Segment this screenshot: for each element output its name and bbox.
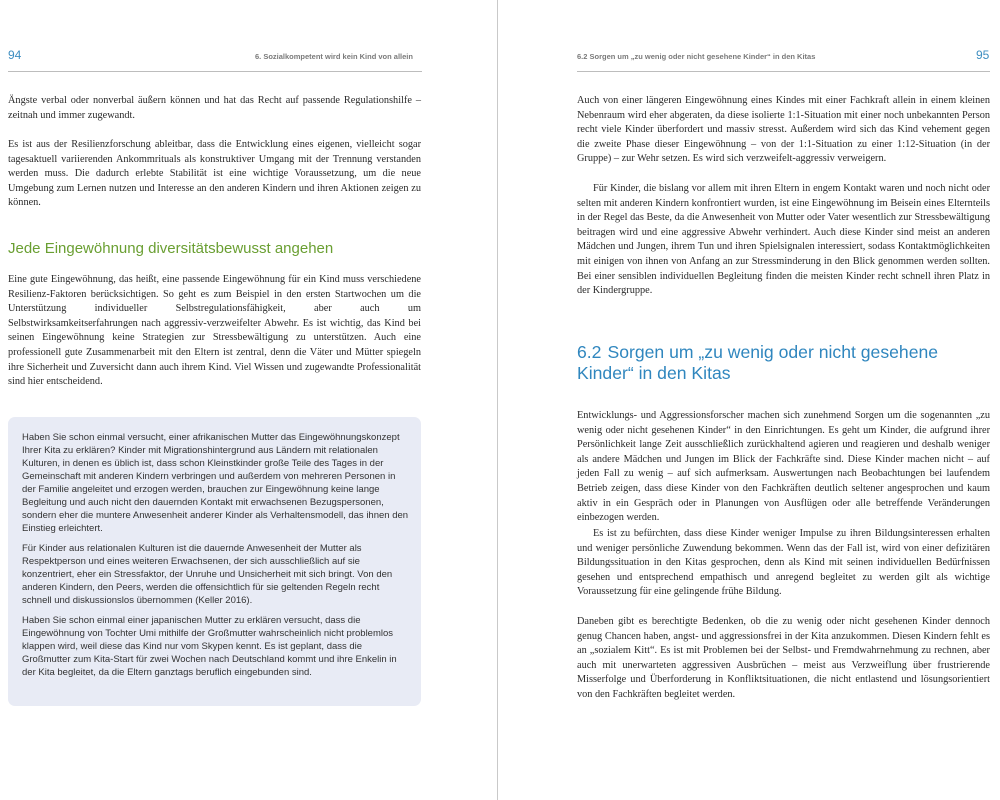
left-page: [0, 0, 496, 800]
right-header-title: 6.2 Sorgen um „zu wenig oder nicht gesehene Kinder“ in den Kitas: [577, 52, 816, 61]
section-number: 6.2: [577, 342, 602, 362]
right-section-paragraph-3: Daneben gibt es berechtigte Bedenken, ob die zu wenig oder nicht gesehenen Kinder dennoch genug Chancen haben, angst- und aggressionsfrei in der Kita anzukommen. Diesen Kindern fehlt es an „sozialem Kitt“. Es ist mit Problemen bei der Selbst- und Fremdwahrnehmung zu rechnen, aber auch mit unerwarteten aggressiven Ausbrüchen – meist aus Verzweiflung über frustrierende Misserfolge und Überforderung in Konfliktsituationen, die nicht entlastend und lösungsorientiert von den Fachkräften begleitet werden.: [577, 616, 990, 700]
section-heading-6-2: [577, 342, 977, 384]
left-header-rule: [8, 71, 422, 72]
book-gutter: [497, 0, 498, 800]
left-paragraph-2: Es ist aus der Resilienzforschung ableitbar, dass die Entwicklung eines eigenen, vielleicht sogar tagesaktuell variierenden Ankommrituals als konstruktiver Umgang mit der Trennung verstanden werden muss. Die dadurch erlebte Stabilität ist eine wichtige Voraussetzung, um die neue Umgebung zum Lernen nutzen und Interesse an den anderen Kindern und ihren Aktionen zeigen zu können.: [8, 139, 421, 209]
right-paragraph-1: Auch von einer längeren Eingewöhnung eines Kindes mit einer Fachkraft allein in einem kleinen Nebenraum wird eher abgeraten, da diese isolierte 1:1-Situation mit einer noch unbekannten Person recht viele Kinder überfordert und massiv stresst. Außerdem wird sich das Kind vehement gegen die zweite Phase dieser Eingewöhnung – von der 1:1-Situation zu einer 1:12-Situation (in der Gruppe) – zur Wehr setzen. Es wird sich verzweifelt-aggressiv verweigern.: [577, 95, 990, 165]
box-paragraph-1: Haben Sie schon einmal versucht, einer afrikanischen Mutter das Eingewöhnungskonzept Ihrer Kita zu erklären? Kinder mit Migrationshintergrund aus Ländern mit relationalen Kulturen, in denen es üblich ist, dass schon Kleinstkinder große Teile des Tages in der Gemeinschaft mit anderen Kindern verbringen und außerdem von mehreren Personen in der Familie angeleitet und erzogen werden, brauchen zur Eingewöhnung keine lange Begleitung und auch nicht den dauernden Kontakt mit erwachsenen Bezugspersonen, sondern eher die muntere Anwesenheit anderer Kinder als Verhaltensmodell, das ihnen den Einstieg erleichtert.: [22, 432, 409, 534]
left-paragraph-1: Ängste verbal oder nonverbal äußern können und hat das Recht auf passende Regulationshilfe – zeitnah und immer zugewandt.: [8, 95, 421, 121]
left-section-paragraph: Eine gute Eingewöhnung, das heißt, eine passende Eingewöhnung für ein Kind muss verschiedene Resilienz-Faktoren berücksichtigen. So geht es zum Beispiel in den ersten Startwochen um die Unterstützung individueller Selbstregulationsfähigkeit, aber auch um Selbstwirksamkeitserfahrungen nach aggressiv-verzweifelter Abwehr. Es ist wichtig, das Kind bei seinen Eingewöhnung keine Strategien zur Stressbewältigung zu unterstützen. Auch eine professionell gute Zusammenarbeit mit den Eltern ist zentral, denn die Väter und Mütter spiegeln ihre Sicherheit und Zuversicht dann auch ihrem Kind. Viel Wissen und zugewandte Professionalität sind hier entscheidend.: [8, 274, 421, 388]
right-paragraph-2: Für Kinder, die bislang vor allem mit ihren Eltern in engem Kontakt waren und noch nicht oder selten mit anderen Kindern konfrontiert wurden, ist eine Eingewöhnung im Beisein eines Elternteils in der Regel das Beste, da die Anwesenheit von Mutter oder Vater wesentlich zur Stressbewältigung beitragen wird und eine aggressive Abwehr verhindert. Auch diese Kinder sind meist an anderen Mädchen und Jungen, ihrem Tun und ihren Spielsignalen interessiert, sodass Kontaktmöglichkeiten mit einigen von ihnen von Anfang an zur Stressminderung in den Blick genommen werden sollten. Bei einer sensiblen individuellen Begleitung finden die meisten Kinder recht schnell ihren Platz in der Kindergruppe.: [577, 183, 990, 297]
example-box: [8, 417, 421, 706]
right-section-paragraph-1: Entwicklungs- und Aggressionsforscher machen sich zunehmend Sorgen um die sogenannten „zu wenig oder nicht gesehenen Kinder“ in den Einrichtungen. Es geht um Kinder, die aufgrund ihrer Persönlichkeit lange Zeit ausschließlich zurückhaltend agieren und reagieren und deshalb weniger als andere Mädchen und Jungen im Blick der Fachkräfte sind. Diese Kinder machen nicht – auf jeden Fall zu wenig – auf sich aufmerksam. Auswertungen nach Beobachtungen bei laufendem Betrieb zeigen, dass diese Kinder von den Fachkräften deutlich seltener angesprochen und kaum aktiv in ein Gespräch oder in Planungen von Ausflügen oder alle betreffende Veränderungen einbezogen werden.: [577, 410, 990, 524]
left-page-number: 94: [8, 48, 22, 62]
right-page-number: 95: [976, 48, 990, 62]
section-heading-diversity: Jede Eingewöhnung diversitätsbewusst angehen: [8, 240, 334, 257]
box-paragraph-2: Für Kinder aus relationalen Kulturen ist die dauernde Anwesenheit der Mutter als Respektperson und eines weiteren Erwachsenen, der sich ausschließlich auf sie konzentriert, eher ein Stressfaktor, der Unruhe und Unsicherheit mit sich bringt. Von den anderen Kindern, den Peers, werden die offensichtlich für sie geltenden Regeln recht schnell und diskussionslos übernommen (Keller 2016).: [22, 543, 393, 606]
section-title: Sorgen um „zu wenig oder nicht gesehene Kinder“ in den Kitas: [577, 342, 939, 383]
left-header-title: 6. Sozialkompetent wird kein Kind von allein: [255, 52, 413, 61]
right-page: [500, 0, 1000, 800]
right-section-paragraph-2: Es ist zu befürchten, dass diese Kinder weniger Impulse zu ihren Bildungsinteressen erhalten und weniger persönliche Zuwendung bekommen. Wenn das der Fall ist, wird von einer defizitären Bildungssituation in den Kitas gesprochen, denn als Kind mit seinen individuellen Bedürfnissen gesehen und entsprechend empathisch und anregend begleitet zu werden gilt als wichtige Voraussetzung für eine gelingende frühe Bildung.: [577, 528, 990, 598]
box-paragraph-3: Haben Sie schon einmal einer japanischen Mutter zu erklären versucht, dass die Eingewöhnung von Tochter Umi mithilfe der Großmutter wahrscheinlich nicht problemlos klappen wird, weil diese das Kind nur vom Skypen kennt. Es ist geplant, dass die Großmutter zum Kita-Start für zwei Wochen nach Deutschland kommt und ihre Enkelin in der Kita begleitet, da die Eltern ganztags beruflich eingebunden sind.: [22, 615, 397, 678]
right-header-rule: [577, 71, 990, 72]
